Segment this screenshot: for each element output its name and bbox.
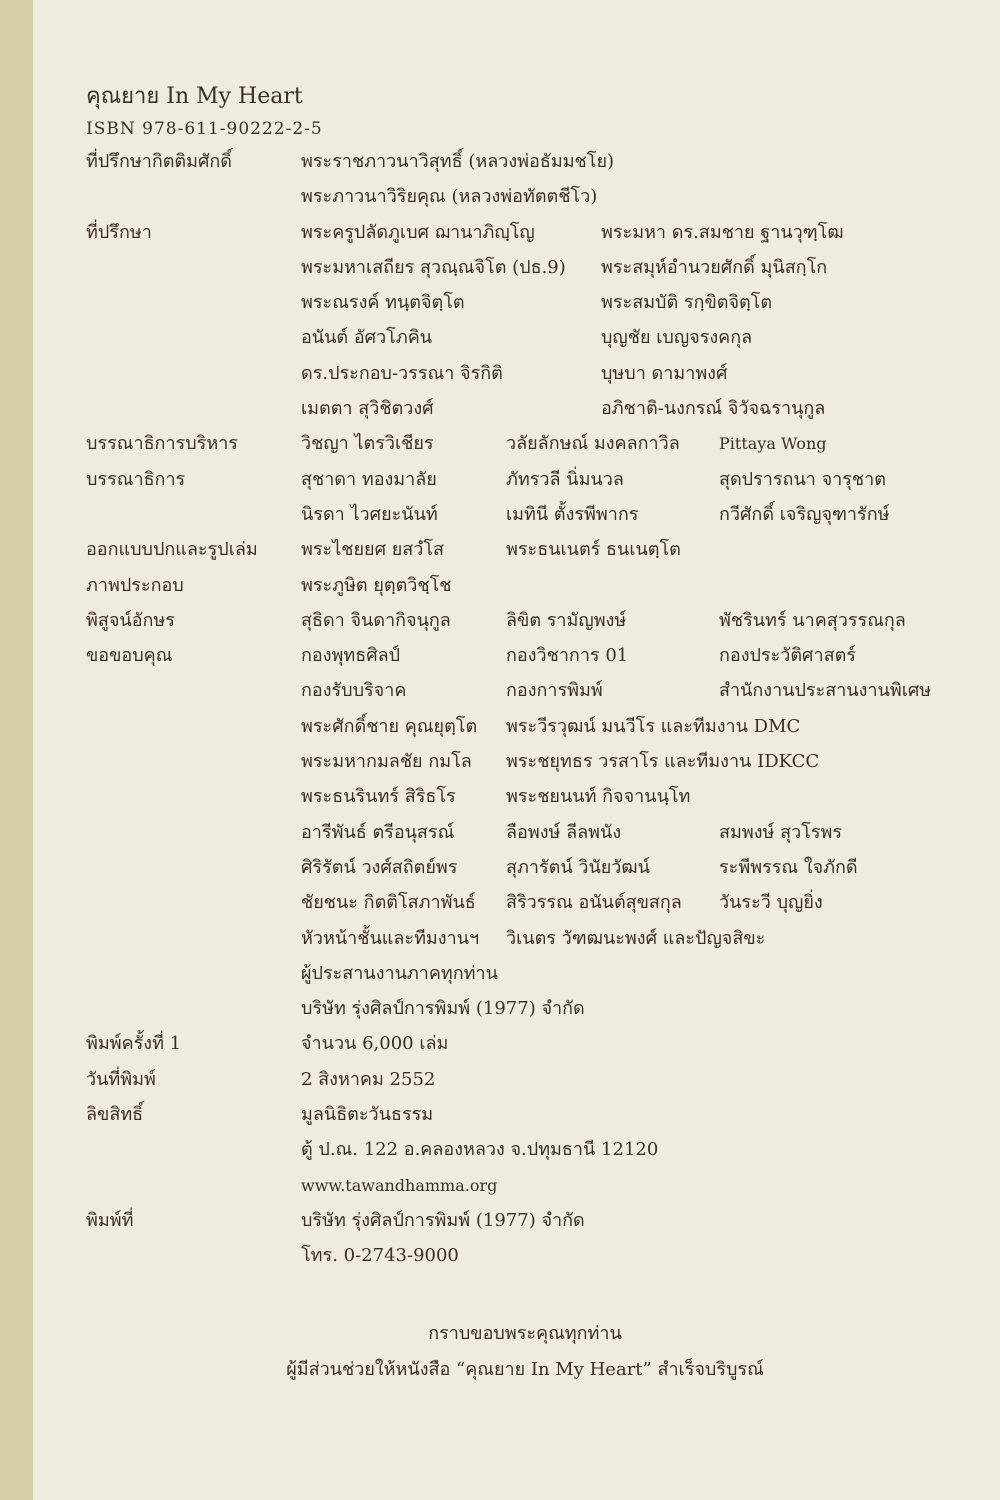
credit-name: บริษัท รุ่งศิลป์การพิมพ์ (1977) จำกัด xyxy=(301,998,585,1020)
book-spine-edge xyxy=(0,0,33,1500)
credit-row xyxy=(86,250,966,285)
credit-row xyxy=(86,885,966,920)
credit-row-design xyxy=(86,532,966,567)
credit-name: พระธนรินทร์ สิริธโร xyxy=(301,786,456,808)
credit-name: พระไชยยศ ยสวํโส xyxy=(301,539,445,561)
credit-name: วลัยลักษณ์ มงคลกาวิล xyxy=(506,433,680,455)
credit-name: วิชญา ไตรวิเชียร xyxy=(301,433,434,455)
credit-name: สุภารัตน์ วินัยวัฒน์ xyxy=(506,856,650,878)
credit-name: ดร.ประกอบ-วรรณา จิรกิติ xyxy=(301,362,503,384)
credit-name: พระชยุทธร วรสาโร และทีมงาน IDKCC xyxy=(506,751,820,773)
credit-name: บุษบา ดามาพงศ์ xyxy=(601,362,728,384)
credit-label: ขอขอบคุณ xyxy=(86,645,173,667)
credit-row xyxy=(86,179,966,214)
credit-row xyxy=(86,744,966,779)
print-quantity: จำนวน 6,000 เล่ม xyxy=(301,1033,449,1055)
credit-row xyxy=(86,1238,966,1273)
credit-row xyxy=(86,391,966,426)
credit-row-thanks xyxy=(86,638,966,673)
credit-name: พระครูปลัดภูเบศ ฌานาภิญฺโญ xyxy=(301,221,535,243)
isbn: ISBN 978-611-90222-2-5 xyxy=(86,119,323,139)
credit-name: สมพงษ์ สุวโรพร xyxy=(719,821,843,843)
credit-name: พระชยนนท์ กิจจานนฺโท xyxy=(506,786,691,808)
credit-name: ลือพงษ์ ลีลพนัง xyxy=(506,821,622,843)
credit-name: กองประวัติศาสตร์ xyxy=(719,645,856,667)
credit-row xyxy=(86,1132,966,1167)
credit-label: พิมพ์ครั้งที่ 1 xyxy=(86,1033,182,1055)
credit-name: พระภาวนาวิริยคุณ (หลวงพ่อทัตตชีโว) xyxy=(301,186,598,208)
credit-row xyxy=(86,356,966,391)
credit-name: ชัยชนะ กิตติโสภาพันธ์ xyxy=(301,892,476,914)
colophon-page xyxy=(86,82,966,1274)
credit-name: หัวหน้าชั้นและทีมงานฯ xyxy=(301,927,480,949)
credit-row-editor xyxy=(86,462,966,497)
credit-name: วันระวี บุญยิ่ง xyxy=(719,892,823,914)
credit-row xyxy=(86,850,966,885)
credit-name: สุชาดา ทองมาลัย xyxy=(301,468,437,490)
credit-row-advisor xyxy=(86,215,966,250)
credit-name: พระสมุห์อำนวยศักดิ์ มุนิสกฺโก xyxy=(601,256,828,278)
credit-row xyxy=(86,673,966,708)
credit-name: กองรับบริจาค xyxy=(301,680,407,702)
credit-row-print-date xyxy=(86,1062,966,1097)
credit-name: ผู้ประสานงานภาคทุกท่าน xyxy=(301,962,498,984)
credit-label: บรรณาธิการบริหาร xyxy=(86,433,238,455)
credit-name: บุญชัย เบญจรงคกุล xyxy=(601,327,753,349)
acknowledgement-footer xyxy=(0,1316,1000,1388)
credit-label: พิมพ์ที่ xyxy=(86,1209,134,1231)
credit-name: ศิริรัตน์ วงศ์สถิตย์พร xyxy=(301,856,458,878)
print-date: 2 สิงหาคม 2552 xyxy=(301,1068,436,1090)
credit-name: สำนักงานประสานงานพิเศษ xyxy=(719,680,932,702)
copyright-holder: มูลนิธิตะวันธรรม xyxy=(301,1104,434,1126)
credit-row xyxy=(86,497,966,532)
credit-name: พระศักดิ์ชาย คุณยุตฺโต xyxy=(301,715,478,737)
credit-name: อภิชาติ-นงกรณ์ จิวัจฉรานุกูล xyxy=(601,398,826,420)
printer-name: บริษัท รุ่งศิลป์การพิมพ์ (1977) จำกัด xyxy=(301,1209,585,1231)
credit-name: กองการพิมพ์ xyxy=(506,680,603,702)
footer-line: ผู้มีส่วนช่วยให้หนังสือ “คุณยาย In My Heart” สำเร็จบริบูรณ์ xyxy=(286,1359,764,1380)
credit-name: นิรดา ไวศยะนันท์ xyxy=(301,503,438,525)
credit-name: เมตตา สุวิชิตวงศ์ xyxy=(301,398,434,420)
credit-name: ระพีพรรณ ใจภักดี xyxy=(719,856,858,878)
credit-row xyxy=(86,991,966,1026)
credit-name: พระสมบัติ รกฺขิตจิตฺโต xyxy=(601,292,773,314)
credit-name: อนันต์ อัศวโภคิน xyxy=(301,327,433,349)
footer-line: กราบขอบพระคุณทุกท่าน xyxy=(428,1323,622,1344)
credit-label: ลิขสิทธิ์ xyxy=(86,1104,144,1126)
credit-name: กองพุทธศิลป์ xyxy=(301,645,401,667)
credit-name: พระราชภาวนาวิสุทธิ์ (หลวงพ่อธัมมชโย) xyxy=(301,151,615,172)
credit-label: วันที่พิมพ์ xyxy=(86,1068,156,1090)
credit-name: พระภูษิต ยุตฺตวิชฺโช xyxy=(301,574,452,596)
credit-row xyxy=(86,921,966,956)
credit-row-first-printing xyxy=(86,1026,966,1061)
credit-name: ภัทรวลี นิ่มนวล xyxy=(506,468,624,490)
book-title: คุณยาย In My Heart xyxy=(86,84,303,109)
credit-name: กวีศักดิ์ เจริญจุฑารักษ์ xyxy=(719,503,890,525)
credit-name: พระมหาเสถียร สุวณฺณจิโต (ปธ.9) xyxy=(301,256,566,278)
credit-row xyxy=(86,285,966,320)
credit-name: สุธิดา จินดากิจนุกูล xyxy=(301,609,451,631)
credit-name: พัชรินทร์ นาคสุวรรณกุล xyxy=(719,609,906,631)
credit-row-copyright xyxy=(86,1097,966,1132)
credit-name: พระมหากมลชัย กมโล xyxy=(301,751,472,773)
credit-name: Pittaya Wong xyxy=(719,434,827,454)
credit-name: พระณรงค์ ทนฺตจิตฺโต xyxy=(301,292,465,314)
credit-row-illustration xyxy=(86,568,966,603)
credit-name: สิริวรรณ อนันต์สุขสกุล xyxy=(506,892,682,914)
credit-row-proofreading xyxy=(86,603,966,638)
credit-row xyxy=(86,815,966,850)
credit-name: เมทินี ตั้งรพีพากร xyxy=(506,503,639,525)
credit-row xyxy=(86,709,966,744)
credit-label: ที่ปรึกษากิตติมศักดิ์ xyxy=(86,151,232,172)
credit-name: กองวิชาการ 01 xyxy=(506,645,629,667)
postal-address: ตู้ ป.ณ. 122 อ.คลองหลวง จ.ปทุมธานี 12120 xyxy=(301,1139,659,1161)
credit-row-executive-editor xyxy=(86,426,966,461)
credit-name: พระมหา ดร.สมชาย ฐานวุฑฺโฒ xyxy=(601,221,844,243)
printer-phone: โทร. 0-2743-9000 xyxy=(301,1245,459,1267)
credit-label: พิสูจน์อักษร xyxy=(86,609,175,631)
credit-label: บรรณาธิการ xyxy=(86,468,186,490)
credit-name: พระธนเนตร์ ธนเนตฺโต xyxy=(506,539,681,561)
credit-name: ลิขิต รามัญพงษ์ xyxy=(506,609,627,631)
credit-name: อารีพันธ์ ตรีอนุสรณ์ xyxy=(301,821,455,843)
credit-row xyxy=(86,1168,966,1203)
credit-label: ที่ปรึกษา xyxy=(86,221,152,243)
credit-name: วิเนตร วัฑฒนะพงศ์ และปัญจสิขะ xyxy=(506,927,766,949)
credit-row xyxy=(86,779,966,814)
website-url: www.tawandhamma.org xyxy=(301,1175,498,1195)
credit-row xyxy=(86,956,966,991)
credit-row-printer xyxy=(86,1203,966,1238)
credit-row-honorary-advisor xyxy=(86,144,966,179)
credit-row xyxy=(86,320,966,355)
credit-name: สุดปรารถนา จารุชาต xyxy=(719,468,886,490)
credit-name: พระวีรวุฒน์ มนวีโร และทีมงาน DMC xyxy=(506,715,801,737)
credit-label: ออกแบบปกและรูปเล่ม xyxy=(86,539,258,561)
credit-label: ภาพประกอบ xyxy=(86,574,184,596)
